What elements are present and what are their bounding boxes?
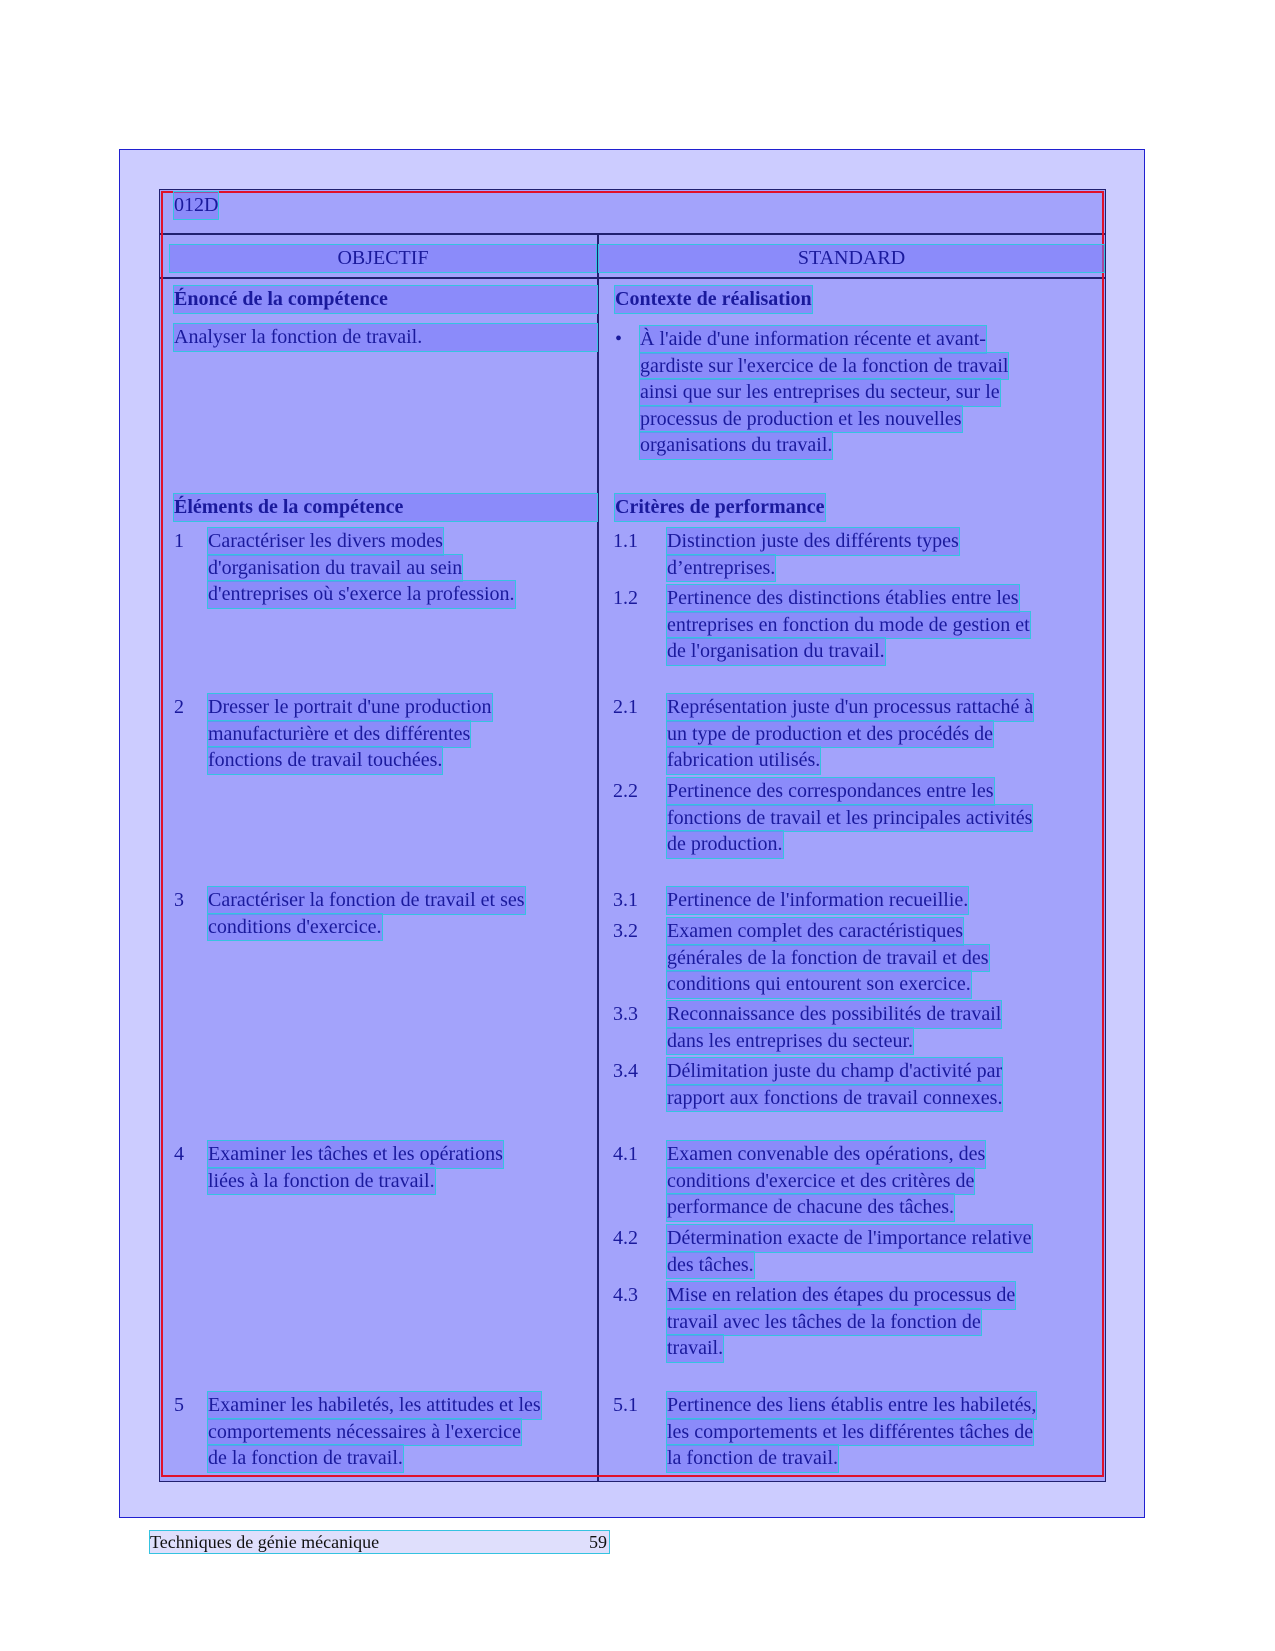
element-line: de la fonction de travail. <box>208 1445 403 1472</box>
critere-line: d’entreprises. <box>667 555 775 582</box>
contexte-line: organisations du travail. <box>640 432 832 459</box>
element-line: d'entreprises où s'exerce la profession. <box>208 581 515 608</box>
element-line: fonctions de travail touchées. <box>208 747 442 774</box>
critere-number: 4.1 <box>613 1143 638 1165</box>
page-footer <box>150 1531 609 1553</box>
objectif-header-label: OBJECTIF <box>337 247 429 269</box>
element-text <box>208 1141 503 1194</box>
critere-text <box>667 778 1032 858</box>
competence-code: 012D <box>174 192 218 219</box>
element-line: comportements nécessaires à l'exercice <box>208 1419 521 1446</box>
critere-line: rapport aux fonctions de travail connexes. <box>667 1085 1002 1112</box>
element-number: 1 <box>174 530 184 552</box>
critere-line: générales de la fonction de travail et des <box>667 945 989 972</box>
critere-number: 4.3 <box>613 1284 638 1306</box>
element-line: Dresser le portrait d'une production <box>208 694 492 721</box>
critere-line: travail. <box>667 1335 723 1362</box>
contexte-bullet: • <box>615 328 623 350</box>
critere-number: 2.2 <box>613 780 638 802</box>
element-number: 4 <box>174 1143 184 1165</box>
element-text <box>208 694 492 774</box>
critere-line: Pertinence de l'information recueillie. <box>667 887 968 914</box>
element-text <box>208 1392 541 1472</box>
critere-number: 4.2 <box>613 1227 638 1249</box>
critere-line: des tâches. <box>667 1252 754 1279</box>
contexte-line: ainsi que sur les entreprises du secteur, sur le <box>640 379 1000 406</box>
critere-number: 3.3 <box>613 1003 638 1025</box>
contexte-text <box>640 326 1008 459</box>
enonce-text: Analyser la fonction de travail. <box>174 324 597 351</box>
element-line: liées à la fonction de travail. <box>208 1168 435 1195</box>
critere-text <box>667 1001 1001 1054</box>
critere-line: fabrication utilisés. <box>667 747 820 774</box>
critere-line: Distinction juste des différents types <box>667 528 959 555</box>
element-line: Examiner les habiletés, les attitudes et les <box>208 1392 541 1419</box>
critere-line: Pertinence des correspondances entre les <box>667 778 994 805</box>
critere-text <box>667 1058 1002 1111</box>
critere-text <box>667 887 968 914</box>
contexte-line: À l'aide d'une information récente et avant- <box>640 326 986 353</box>
critere-line: Délimitation juste du champ d'activité par <box>667 1058 1002 1085</box>
critere-line: conditions d'exercice et des critères de <box>667 1168 974 1195</box>
critere-line: performance de chacune des tâches. <box>667 1194 954 1221</box>
critere-line: Mise en relation des étapes du processus de <box>667 1282 1015 1309</box>
critere-line: Représentation juste d'un processus rattaché à <box>667 694 1033 721</box>
standard-header-label: STANDARD <box>797 247 906 269</box>
column-divider <box>597 234 599 1482</box>
critere-line: Pertinence des distinctions établies entre les <box>667 585 1019 612</box>
element-line: d'organisation du travail au sein <box>208 555 462 582</box>
element-number: 2 <box>174 696 184 718</box>
standard-header <box>599 245 1104 272</box>
elements-title: Éléments de la compétence <box>174 494 597 521</box>
critere-line: les comportements et les différentes tâches de <box>667 1419 1033 1446</box>
critere-number: 1.1 <box>613 530 638 552</box>
element-line: Examiner les tâches et les opérations <box>208 1141 503 1168</box>
critere-line: travail avec les tâches de la fonction de <box>667 1309 981 1336</box>
contexte-title: Contexte de réalisation <box>615 286 812 313</box>
critere-text <box>667 918 989 998</box>
element-text <box>208 887 525 940</box>
element-line: manufacturière et des différentes <box>208 721 470 748</box>
critere-text <box>667 694 1033 774</box>
footer-title: Techniques de génie mécanique <box>150 1532 380 1552</box>
critere-text <box>667 528 959 581</box>
critere-line: de production. <box>667 831 783 858</box>
critere-line: Reconnaissance des possibilités de travail <box>667 1001 1001 1028</box>
critere-line: de l'organisation du travail. <box>667 638 885 665</box>
enonce-title: Énoncé de la compétence <box>174 286 597 313</box>
critere-number: 3.2 <box>613 920 638 942</box>
critere-text <box>667 1392 1036 1472</box>
element-number: 5 <box>174 1394 184 1416</box>
contexte-line: gardiste sur l'exercice de la fonction de travail <box>640 353 1008 380</box>
critere-line: entreprises en fonction du mode de gestion et <box>667 612 1030 639</box>
critere-line: la fonction de travail. <box>667 1445 838 1472</box>
header-top-rule <box>159 233 1106 235</box>
header-bottom-rule <box>159 277 1106 279</box>
critere-text <box>667 585 1030 665</box>
element-line: Caractériser les divers modes <box>208 528 443 555</box>
element-line: Caractériser la fonction de travail et ses <box>208 887 525 914</box>
element-line: conditions d'exercice. <box>208 914 382 941</box>
critere-line: dans les entreprises du secteur. <box>667 1028 913 1055</box>
critere-number: 3.4 <box>613 1060 638 1082</box>
element-number: 3 <box>174 889 184 911</box>
critere-text <box>667 1282 1015 1362</box>
contexte-line: processus de production et les nouvelles <box>640 406 962 433</box>
critere-number: 5.1 <box>613 1394 638 1416</box>
critere-line: conditions qui entourent son exercice. <box>667 971 971 998</box>
critere-line: un type de production et des procédés de <box>667 721 993 748</box>
critere-text <box>667 1225 1032 1278</box>
critere-number: 2.1 <box>613 696 638 718</box>
critere-line: Pertinence des liens établis entre les habiletés, <box>667 1392 1036 1419</box>
element-text <box>208 528 515 608</box>
footer-page-number: 59 <box>589 1532 607 1552</box>
criteres-title: Critères de performance <box>615 494 825 521</box>
critere-number: 1.2 <box>613 587 638 609</box>
critere-line: fonctions de travail et les principales activités <box>667 805 1032 832</box>
critere-line: Examen convenable des opérations, des <box>667 1141 985 1168</box>
critere-number: 3.1 <box>613 889 638 911</box>
critere-line: Examen complet des caractéristiques <box>667 918 963 945</box>
objectif-header <box>170 245 596 272</box>
critere-text <box>667 1141 985 1221</box>
critere-line: Détermination exacte de l'importance relative <box>667 1225 1032 1252</box>
